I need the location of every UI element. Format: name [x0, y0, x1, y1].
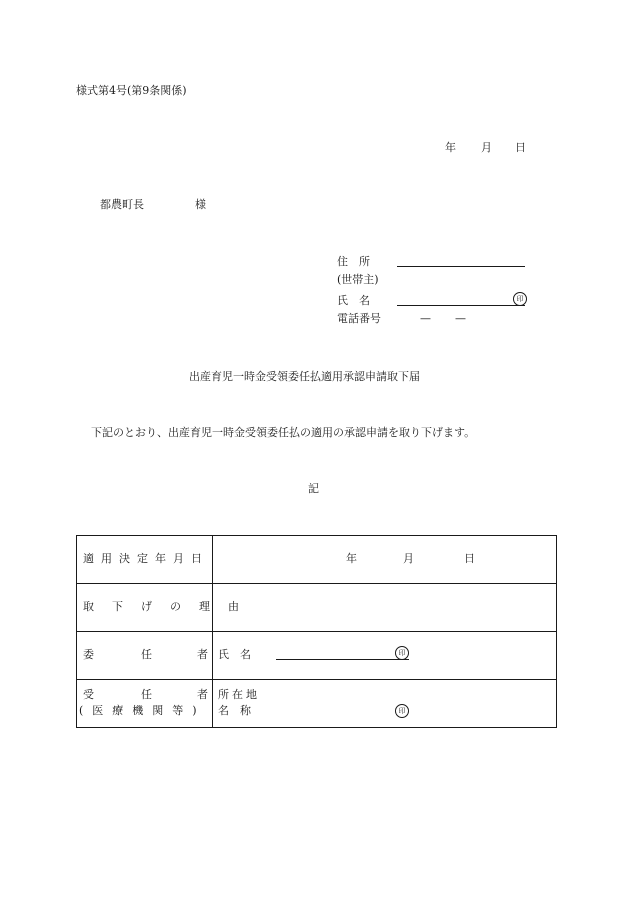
delegator-label-right: 者: [197, 648, 208, 661]
table-row: [77, 632, 557, 680]
date-month: 月: [481, 141, 492, 154]
delegator-value-cell[interactable]: [213, 632, 557, 680]
table-row: [77, 584, 557, 632]
seal-icon: 印: [513, 292, 527, 306]
form-number: 様式第4号(第9条関係): [76, 84, 187, 97]
withdrawal-reason-value-cell[interactable]: [213, 584, 557, 632]
document-title: 出産育児一時金受領委任払適用承認申請取下届: [189, 370, 420, 383]
withdrawal-reason-label: 取下げの理由: [83, 600, 257, 613]
form-table: [76, 535, 557, 728]
row1-year: 年: [346, 552, 357, 565]
address-label: 住 所: [337, 255, 370, 268]
institution-name-label: 名 称: [218, 704, 251, 717]
household-head-label: (世帯主): [337, 273, 379, 286]
date-year: 年: [445, 141, 456, 154]
delegator-name-label: 氏 名: [218, 648, 251, 661]
phone-separator-1: —: [420, 312, 431, 325]
delegate-value-cell[interactable]: [213, 680, 557, 728]
delegate-label-mid: 任: [141, 688, 152, 701]
application-date-label-cell: [77, 536, 213, 584]
delegator-name-field[interactable]: [276, 659, 409, 660]
addressee-honorific: 様: [195, 198, 206, 211]
delegate-sub-label: (医療機関等): [79, 704, 206, 717]
row1-day: 日: [464, 552, 475, 565]
name-field[interactable]: [397, 305, 525, 306]
phone-separator-2: —: [455, 312, 466, 325]
withdrawal-reason-label-cell: [77, 584, 257, 632]
delegate-label-cell: [77, 680, 213, 728]
address-field[interactable]: [397, 266, 525, 267]
delegate-label-left: 受: [83, 688, 94, 701]
delegate-label-right: 者: [197, 688, 208, 701]
institution-location-label: 所在地: [218, 688, 260, 701]
table-row: [77, 536, 557, 584]
ki-heading: 記: [308, 482, 319, 495]
table-row: [77, 680, 557, 728]
seal-icon: 印: [395, 646, 409, 660]
seal-icon: 印: [395, 704, 409, 718]
name-label: 氏 名: [337, 294, 370, 307]
phone-label: 電話番号: [337, 312, 381, 325]
addressee-name: 都農町長: [100, 198, 144, 211]
date-day: 日: [515, 141, 526, 154]
body-text: 下記のとおり、出産育児一時金受領委任払の適用の承認申請を取り下げます。: [91, 426, 476, 439]
application-date-label: 適用決定年月日: [83, 552, 209, 565]
application-date-value-cell[interactable]: [213, 536, 557, 584]
delegator-label-left: 委: [83, 648, 94, 661]
delegator-label-mid: 任: [141, 648, 152, 661]
row1-month: 月: [403, 552, 414, 565]
delegator-label-cell: [77, 632, 213, 680]
